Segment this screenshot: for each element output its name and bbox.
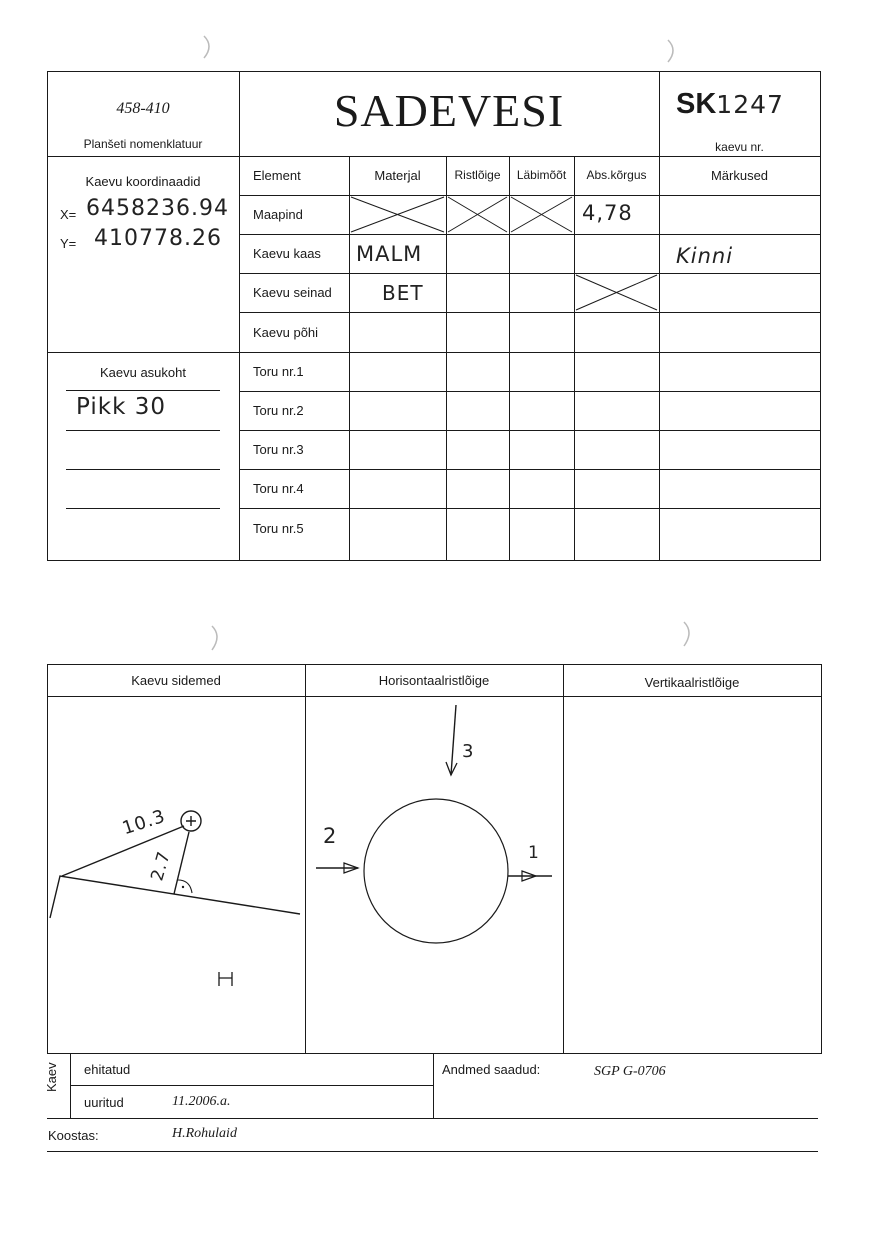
table-row-element: Maapind <box>253 207 303 222</box>
seinad-material: BET <box>382 281 424 305</box>
footer-side-label: Kaev <box>44 1062 59 1092</box>
coord-x-label: X= <box>60 207 77 222</box>
coord-x-value: 6458236.94 <box>86 196 229 221</box>
location-label: Kaevu asukoht <box>99 365 186 380</box>
horizontal-section-sketch <box>316 705 552 943</box>
kaas-material: MALM <box>356 242 423 266</box>
col-header-material: Materjal <box>374 168 421 183</box>
col-header-cross-section: Ristlõige <box>454 168 501 182</box>
ties-sketch <box>50 811 300 986</box>
compiled-label: Koostas: <box>48 1128 99 1143</box>
ties-distance-2: 2.7 <box>147 848 175 884</box>
well-number-value: 1247 <box>716 90 784 119</box>
kaas-remarks: Kinni <box>676 244 734 268</box>
col-header-remarks: Märkused <box>710 168 769 183</box>
location-value: Pikk 30 <box>76 394 166 420</box>
surveyed-value: 11.2006.a. <box>172 1094 231 1109</box>
table-row-element: Kaevu seinad <box>253 285 332 300</box>
pipe-label-1: 1 <box>528 843 540 863</box>
data-source-value: SGP G-0706 <box>594 1064 666 1079</box>
col-header-element: Element <box>253 168 301 183</box>
table-row-element: Toru nr.2 <box>253 403 304 418</box>
compiled-value: H.Rohulaid <box>172 1126 237 1141</box>
well-circle <box>364 799 508 943</box>
data-source-label: Andmed saadud: <box>442 1062 541 1077</box>
panel-title-vertical: Vertikaalristlõige <box>644 675 740 690</box>
coord-y-value: 410778.26 <box>94 226 222 251</box>
pipe-label-2: 2 <box>323 824 338 848</box>
nomenclature-value: 458-410 <box>116 100 170 117</box>
col-header-abs-height: Abs.kõrgus <box>586 168 647 182</box>
table-row-element: Kaevu põhi <box>253 325 319 340</box>
ties-distance-1: 10.3 <box>119 805 169 840</box>
pipe-label-3: 3 <box>462 741 475 762</box>
table-row-element: Toru nr.1 <box>253 364 304 379</box>
coordinates-label: Kaevu koordinaadid <box>85 174 201 189</box>
page-title: SADEVESI <box>333 85 565 136</box>
panel-title-horizontal: Horisontaalristlõige <box>378 673 490 688</box>
well-prefix: SK <box>676 88 717 120</box>
built-label: ehitatud <box>84 1062 131 1077</box>
nomenclature-label: Planšeti nomenklatuur <box>83 137 203 151</box>
table-row-element: Kaevu kaas <box>253 246 321 261</box>
surveyed-label: uuritud <box>84 1095 124 1110</box>
table-row-element: Toru nr.4 <box>253 481 304 496</box>
panel-title-ties: Kaevu sidemed <box>131 673 221 688</box>
col-header-diameter: Läbimõõt <box>516 168 567 182</box>
maapind-abs-height: 4,78 <box>582 201 633 225</box>
table-row-element: Toru nr.5 <box>253 521 304 536</box>
table-row-element: Toru nr.3 <box>253 442 304 457</box>
ties-marker <box>214 966 229 987</box>
well-label: kaevu nr. <box>715 140 764 154</box>
coord-y-label: Y= <box>60 236 77 251</box>
